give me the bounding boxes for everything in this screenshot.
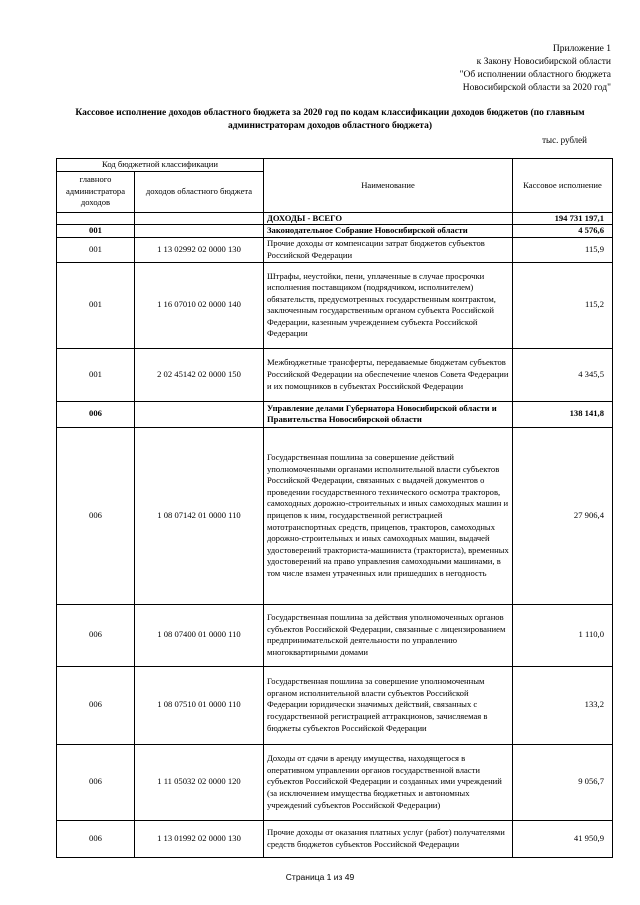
cell-amount: 9 056,7 bbox=[513, 744, 613, 820]
cell-admin: 006 bbox=[57, 820, 135, 857]
header-amount: Кассовое исполнение bbox=[513, 159, 613, 213]
title-line-1: Кассовое исполнение доходов областного бюджета за 2020 год по кодам классификации доходов бюджетов (по главным bbox=[75, 108, 585, 118]
cell-admin: 001 bbox=[57, 348, 135, 401]
cell-name: Государственная пошлина за действия уполномоченных органов субъектов Российской Федерации, связанные с лицензированием предпринимательской деятельности по управлению многоквартирными домами bbox=[264, 604, 513, 666]
title-line-2: администраторам доходов областного бюджета) bbox=[227, 120, 432, 131]
appendix-block bbox=[460, 43, 611, 95]
cell-admin bbox=[57, 212, 135, 225]
cell-name: Государственная пошлина за совершение уполномоченным органом исполнительной власти субъектов Российской Федерации юридически значимых действий, связанных с государственной регистрацией аттракционов, зачисляемая в бюджеты субъектов Российской Федерации bbox=[264, 666, 513, 744]
cell-name: Прочие доходы от оказания платных услуг (работ) получателями средств бюджетов субъектов Российской Федерации bbox=[264, 820, 513, 857]
table-row bbox=[57, 666, 613, 744]
cell-amount: 115,9 bbox=[513, 237, 613, 262]
cell-code bbox=[135, 225, 264, 238]
appendix-line-4: Новосибирской области за 2020 год" bbox=[462, 83, 611, 93]
cell-admin: 006 bbox=[57, 744, 135, 820]
cell-admin: 006 bbox=[57, 427, 135, 604]
document-title bbox=[60, 107, 600, 132]
cell-amount: 115,2 bbox=[513, 262, 613, 348]
cell-amount: 194 731 197,1 bbox=[513, 212, 613, 225]
cell-name: Законодательное Собрание Новосибирской области bbox=[264, 225, 513, 238]
cell-name: Межбюджетные трансферты, передаваемые бюджетам субъектов Российской Федерации на обеспечение членов Совета Федерации и их помощников в субъектах Российской Федерации bbox=[264, 348, 513, 401]
table-row bbox=[57, 744, 613, 820]
cell-amount: 133,2 bbox=[513, 666, 613, 744]
cell-code: 1 13 02992 02 0000 130 bbox=[135, 237, 264, 262]
cell-name: ДОХОДЫ - ВСЕГО bbox=[264, 212, 513, 225]
cell-admin: 006 bbox=[57, 401, 135, 427]
table-row bbox=[57, 604, 613, 666]
cell-code: 1 11 05032 02 0000 120 bbox=[135, 744, 264, 820]
page-footer: Страница 1 из 49 bbox=[285, 872, 355, 882]
cell-code bbox=[135, 212, 264, 225]
revenue-table bbox=[56, 158, 613, 858]
cell-amount: 1 110,0 bbox=[513, 604, 613, 666]
cell-code: 1 13 01992 02 0000 130 bbox=[135, 820, 264, 857]
cell-code bbox=[135, 401, 264, 427]
cell-code: 1 16 07010 02 0000 140 bbox=[135, 262, 264, 348]
table-row-group bbox=[57, 225, 613, 238]
table-row bbox=[57, 820, 613, 857]
table-row-total bbox=[57, 212, 613, 225]
cell-amount: 27 906,4 bbox=[513, 427, 613, 604]
header-admin: главного администратора доходов bbox=[57, 171, 135, 212]
cell-amount: 4 576,6 bbox=[513, 225, 613, 238]
cell-code: 1 08 07400 01 0000 110 bbox=[135, 604, 264, 666]
table-row bbox=[57, 262, 613, 348]
cell-name: Штрафы, неустойки, пени, уплаченные в случае просрочки исполнения поставщиком (подрядчиком, исполнителем) обязательств, предусмотренных государственным контрактом, заключенным государственным органом субъекта Российской Федерации, казенным учреждением субъекта Российской Федерации bbox=[264, 262, 513, 348]
header-code-group: Код бюджетной классификации bbox=[57, 159, 264, 172]
units-label: тыс. рублей bbox=[542, 135, 587, 145]
cell-amount: 4 345,5 bbox=[513, 348, 613, 401]
cell-name: Доходы от сдачи в аренду имущества, находящегося в оперативном управлении органов государственной власти субъектов Российской Федерации и созданных ими учреждений (за исключением имущества бюджетных и автономных учреждений субъектов Российской Федерации) bbox=[264, 744, 513, 820]
cell-amount: 41 950,9 bbox=[513, 820, 613, 857]
cell-admin: 001 bbox=[57, 225, 135, 238]
cell-code: 1 08 07510 01 0000 110 bbox=[135, 666, 264, 744]
cell-admin: 006 bbox=[57, 666, 135, 744]
appendix-line-1: Приложение 1 bbox=[552, 44, 611, 54]
cell-code: 2 02 45142 02 0000 150 bbox=[135, 348, 264, 401]
appendix-line-3: "Об исполнении областного бюджета bbox=[459, 70, 611, 80]
table-row bbox=[57, 237, 613, 262]
cell-amount: 138 141,8 bbox=[513, 401, 613, 427]
cell-name: Управление делами Губернатора Новосибирской области и Правительства Новосибирской области bbox=[264, 401, 513, 427]
table-row bbox=[57, 427, 613, 604]
cell-code: 1 08 07142 01 0000 110 bbox=[135, 427, 264, 604]
cell-name: Прочие доходы от компенсации затрат бюджетов субъектов Российской Федерации bbox=[264, 237, 513, 262]
header-income-code: доходов областного бюджета bbox=[135, 171, 264, 212]
cell-admin: 001 bbox=[57, 237, 135, 262]
cell-admin: 006 bbox=[57, 604, 135, 666]
appendix-line-2: к Закону Новосибирской области bbox=[476, 57, 611, 67]
table-row-group bbox=[57, 401, 613, 427]
cell-admin: 001 bbox=[57, 262, 135, 348]
cell-name: Государственная пошлина за совершение действий уполномоченными органами исполнительной власти субъектов Российской Федерации, связанных с выдачей документов о проведении государственного технического осмотра тракторов, самоходных дорожно-строительных и иных самоходных машин и прицепов к ним, государственной регистрацией мототранспортных средств, прицепов, тракторов, самоходных дорожно-строительных и иных самоходных машин, выдачей удостоверений тракториста-машиниста (тракториста), временных удостоверений на право управления самоходными машинами, в том числе взамен утраченных или пришедших в негодность bbox=[264, 427, 513, 604]
header-name: Наименование bbox=[264, 159, 513, 213]
table-row bbox=[57, 348, 613, 401]
